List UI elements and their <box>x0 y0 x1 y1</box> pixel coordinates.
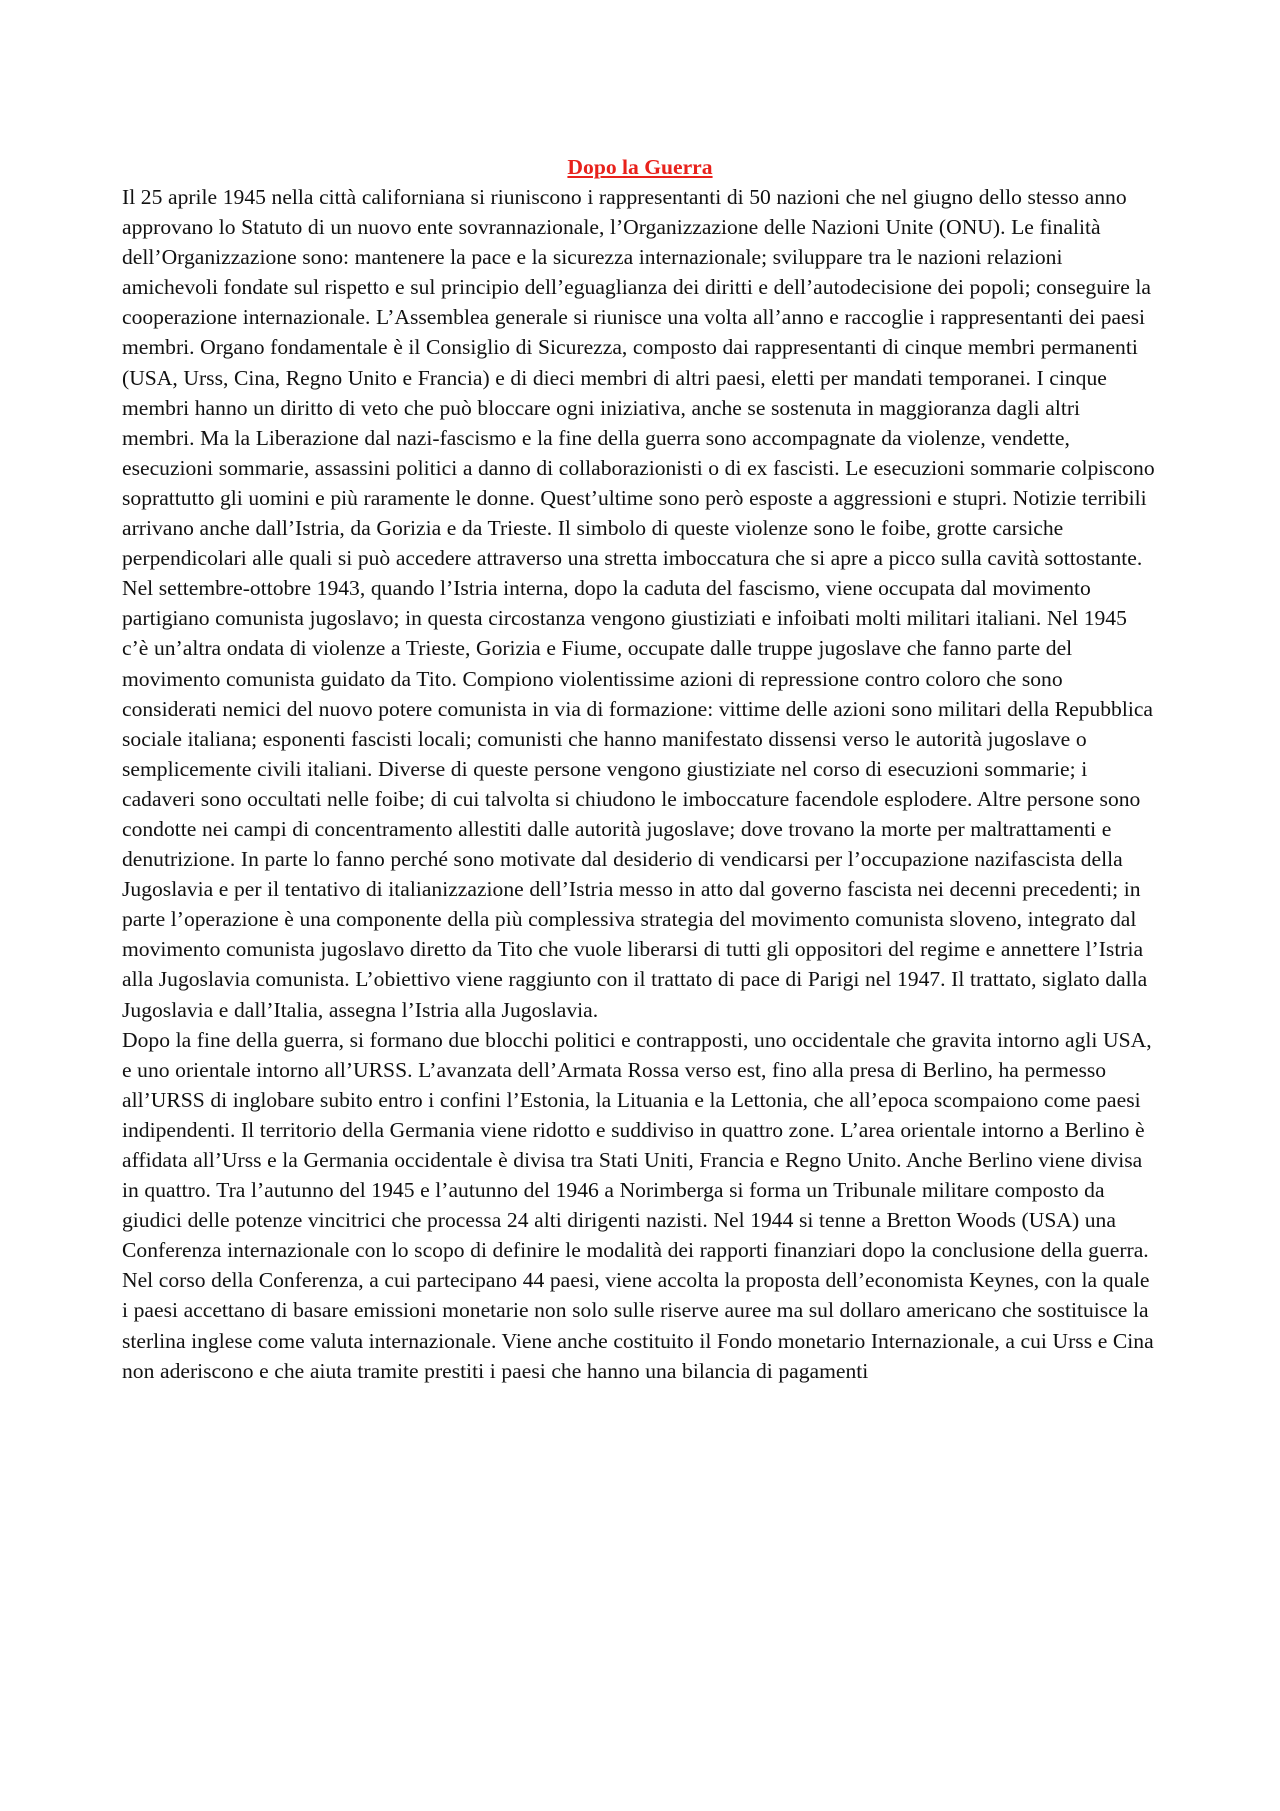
paragraph-onu-foibe: Il 25 aprile 1945 nella città californiana si riuniscono i rappresentanti di 50 nazioni che nel giugno dello stesso anno approvano lo Statuto di un nuovo ente sovrannazionale, l’Organizzazione delle Nazioni Unite (ONU). Le finalità dell’Organizzazione sono: mantenere la pace e la sicurezza internazionale; sviluppare tra le nazioni relazioni amichevoli fondate sul rispetto e sul principio dell’eguaglianza dei diritti e dell’autodecisione dei popoli; conseguire la cooperazione internazionale. L’Assemblea generale si riunisce una volta all’anno e raccoglie i rappresentanti dei paesi membri. Organo fondamentale è il Consiglio di Sicurezza, composto dai rappresentanti di cinque membri permanenti (USA, Urss, Cina, Regno Unito e Francia) e di dieci membri di altri paesi, eletti per mandati temporanei. I cinque membri hanno un diritto di veto che può bloccare ogni iniziativa, anche se sostenuta in maggioranza dagli altri membri. Ma la Liberazione dal nazi-fascismo e la fine della guerra sono accompagnate da violenze, vendette, esecuzioni sommarie, assassini politici a danno di collaborazionisti o di ex fascisti. Le esecuzioni sommarie colpiscono soprattutto gli uomini e più raramente le donne. Quest’ultime sono però esposte a aggressioni e stupri. Notizie terribili arrivano anche dall’Istria, da Gorizia e da Trieste. Il simbolo di queste violenze sono le foibe, grotte carsiche perpendicolari alle quali si può accedere attraverso una stretta imboccatura che si apre a picco sulla cavità sottostante. Nel settembre-ottobre 1943, quando l’Istria interna, dopo la caduta del fascismo, viene occupata dal movimento partigiano comunista jugoslavo; in questa circostanza vengono giustiziati e infoibati molti militari italiani. Nel 1945 c’è un’altra ondata di violenze a Trieste, Gorizia e Fiume, occupate dalle truppe jugoslave che fanno parte del movimento comunista guidato da Tito. Compiono violentissime azioni di repressione contro coloro che sono considerati nemici del nuovo potere comunista in via di formazione: vittime delle azioni sono militari della Repubblica sociale italiana; esponenti fascisti locali; comunisti che hanno manifestato dissensi verso le autorità jugoslave o semplicemente civili italiani. Diverse di queste persone vengono giustiziate nel corso di esecuzioni sommarie; i cadaveri sono occultati nelle foibe; di cui talvolta si chiudono le imboccature facendole esplodere. Altre persone sono condotte nei campi di concentramento allestiti dalle autorità jugoslave; dove trovano la morte per maltrattamenti e denutrizione. In parte lo fanno perché sono motivate dal desiderio di vendicarsi per l’occupazione nazifascista della Jugoslavia e per il tentativo di italianizzazione dell’Istria messo in atto dal governo fascista nei decenni precedenti; in parte l’operazione è una componente della più complessiva strategia del movimento comunista sloveno, integrato dal movimento comunista jugoslavo diretto da Tito che vuole liberarsi di tutti gli oppositori del regime e annettere l’Istria alla Jugoslavia comunista. L’obiettivo viene raggiunto con il trattato di pace di Parigi nel 1947. Il trattato, siglato dalla Jugoslavia e dall’Italia, assegna l’Istria alla Jugoslavia. <box>122 185 1155 1022</box>
document-body <box>122 152 1158 1386</box>
paragraph-blocchi-bretton-woods: Dopo la fine della guerra, si formano due blocchi politici e contrapposti, uno occidentale che gravita intorno agli USA, e uno orientale intorno all’URSS. L’avanzata dell’Armata Rossa verso est, fino alla presa di Berlino, ha permesso all’URSS di inglobare subito entro i confini l’Estonia, la Lituania e la Lettonia, che all’epoca scompaiono come paesi indipendenti. Il territorio della Germania viene ridotto e suddiviso in quattro zone. L’area orientale intorno a Berlino è affidata all’Urss e la Germania occidentale è divisa tra Stati Uniti, Francia e Regno Unito. Anche Berlino viene divisa in quattro. Tra l’autunno del 1945 e l’autunno del 1946 a Norimberga si forma un Tribunale militare composto da giudici delle potenze vincitrici che processa 24 alti dirigenti nazisti. Nel 1944 si tenne a Bretton Woods (USA) una Conferenza internazionale con lo scopo di definire le modalità dei rapporti finanziari dopo la conclusione della guerra. Nel corso della Conferenza, a cui partecipano 44 paesi, viene accolta la proposta dell’economista Keynes, con la quale i paesi accettano di basare emissioni monetarie non solo sulle riserve auree ma sul dollaro americano che sostituisce la sterlina inglese come valuta internazionale. Viene anche costituito il Fondo monetario Internazionale, a cui Urss e Cina non aderiscono e che aiuta tramite prestiti i paesi che hanno una bilancia di pagamenti <box>122 1027 1154 1383</box>
document-title: Dopo la Guerra <box>567 155 713 179</box>
